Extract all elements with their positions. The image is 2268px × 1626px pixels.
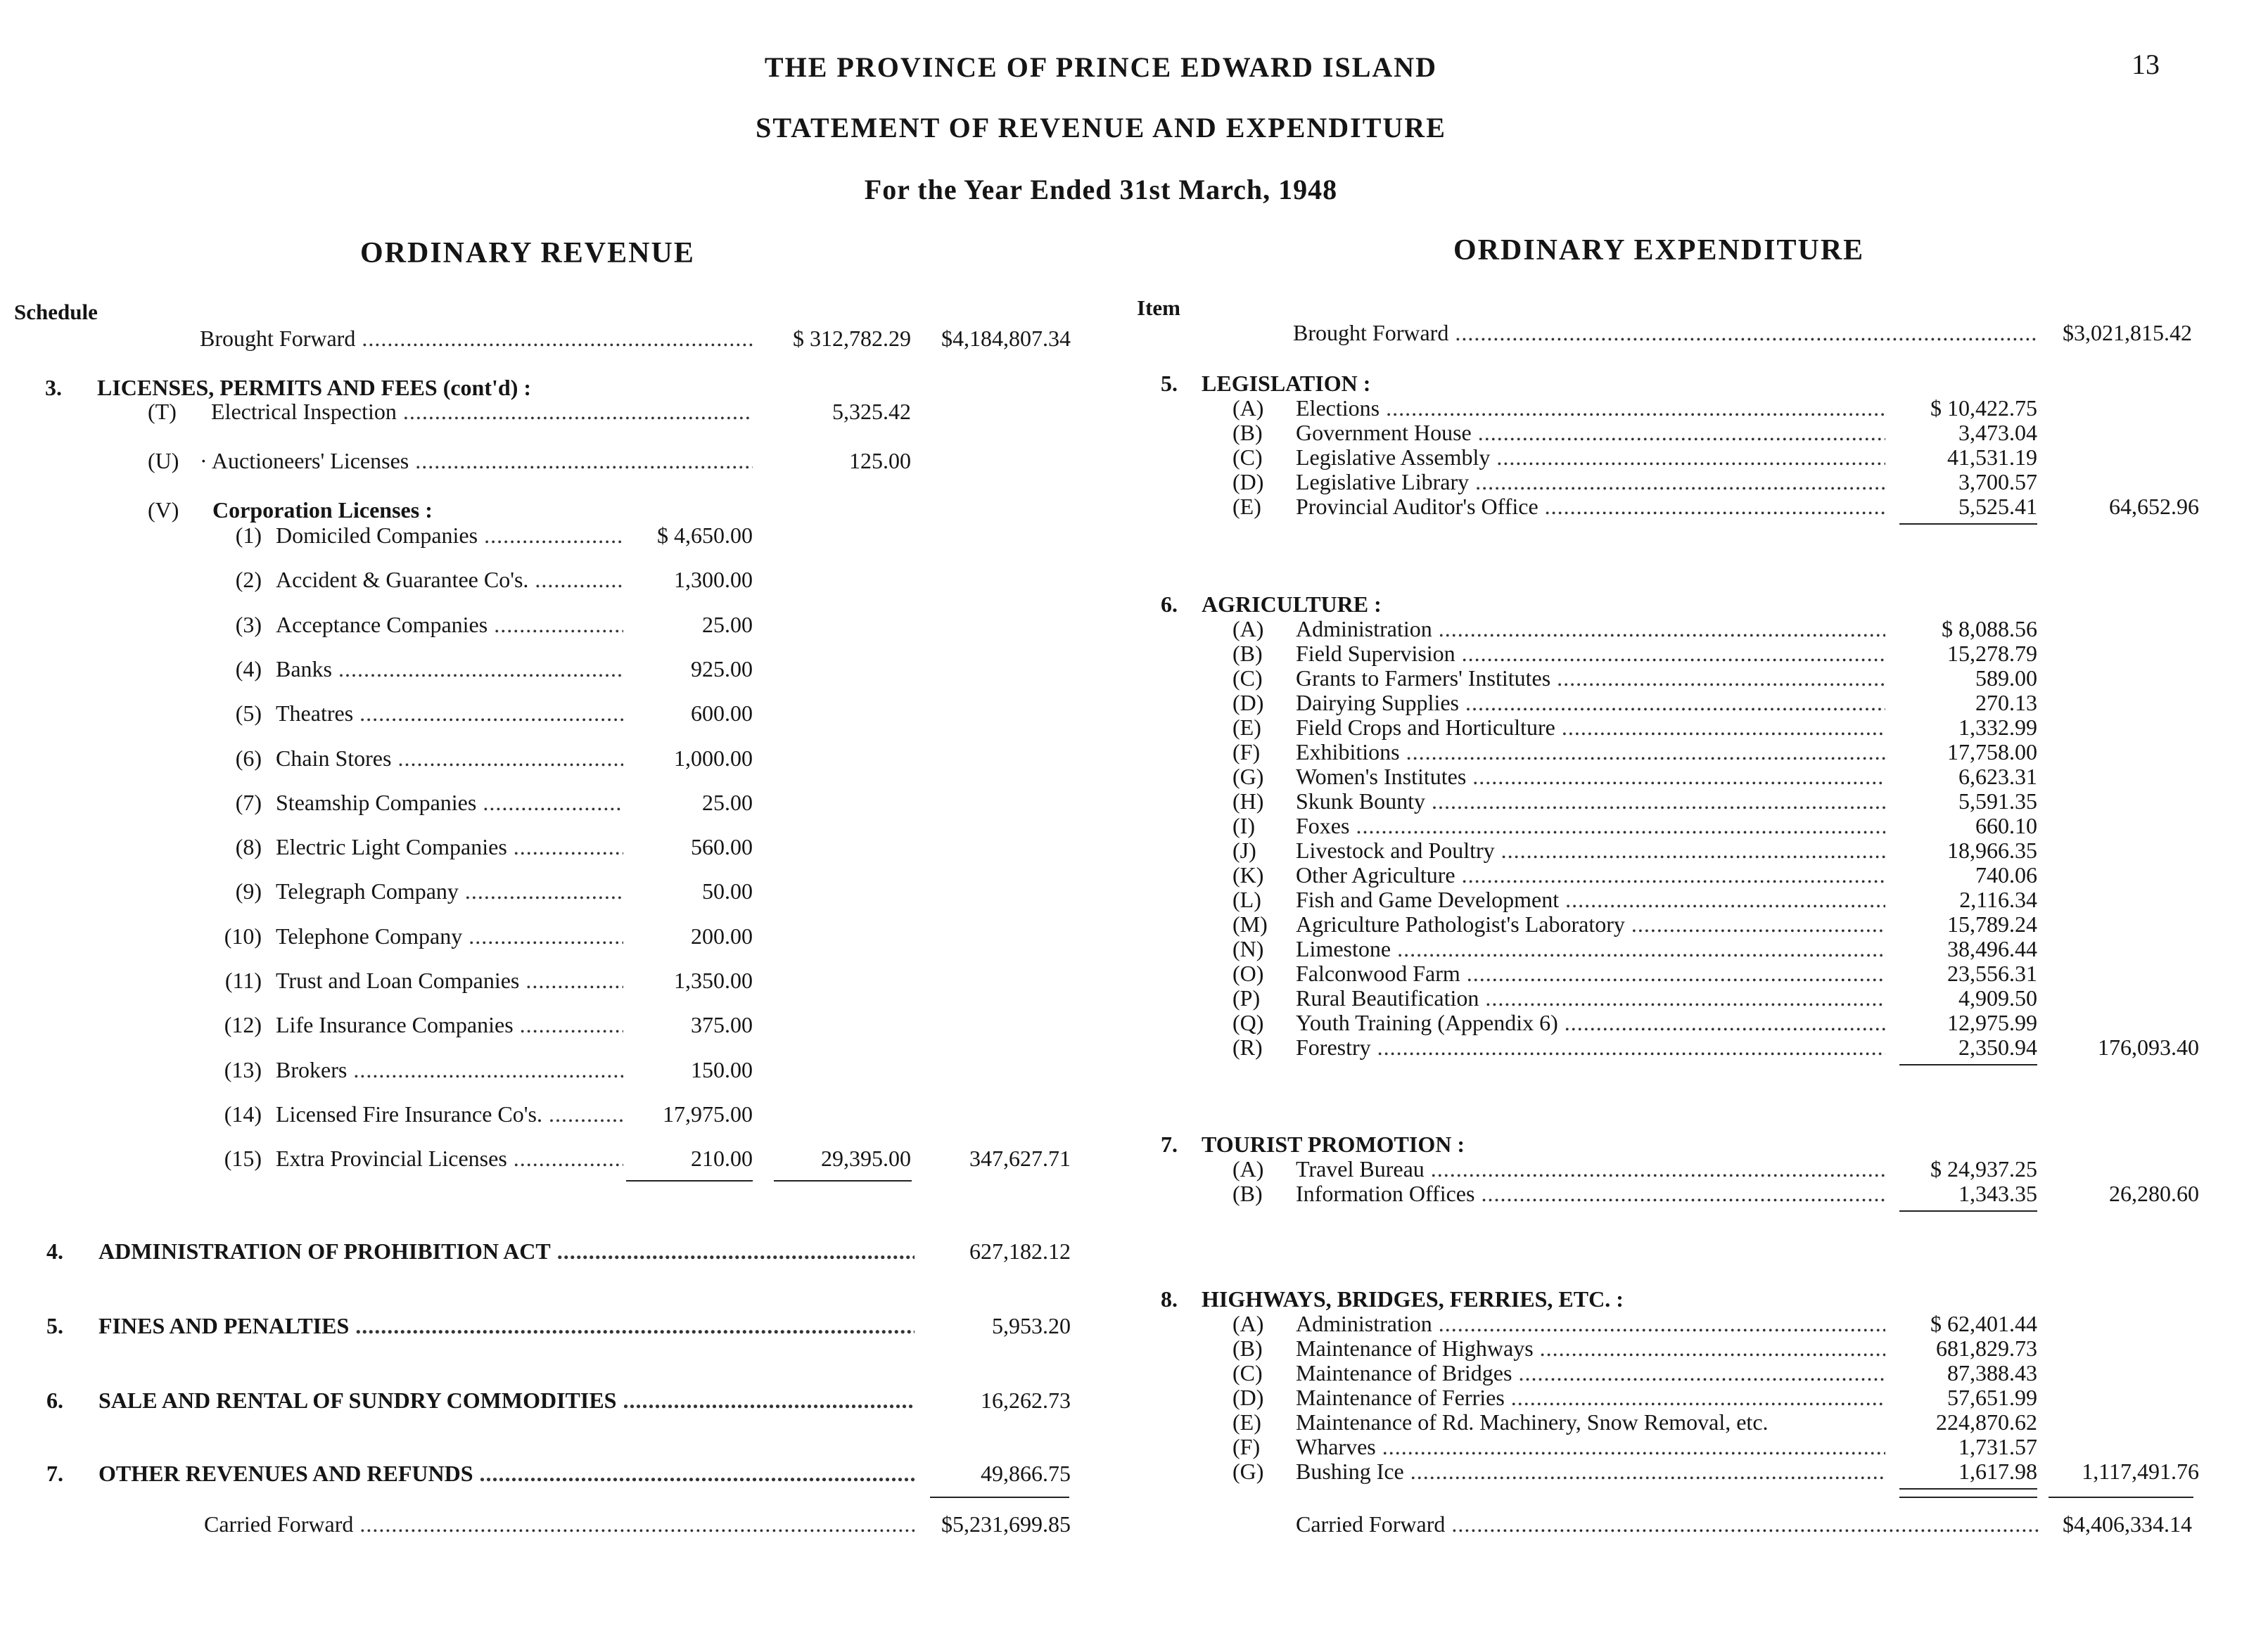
- row-label: Carried Forward .....: [1296, 1511, 2040, 1537]
- item-amount: 87,388.43: [1947, 1360, 2037, 1385]
- item-label: Information Offices .....: [1296, 1180, 1885, 1207]
- item-code: (N): [1232, 936, 1264, 961]
- item-label: Maintenance of Bridges .....: [1296, 1359, 1885, 1386]
- item-amount: 15,278.79: [1947, 641, 2037, 666]
- item-code: (5): [235, 700, 262, 726]
- item-label: Livestock and Poultry .....: [1296, 837, 1885, 864]
- item-code: (7): [235, 789, 262, 815]
- section-total: 1,117,491.76: [2082, 1459, 2199, 1484]
- item-amount: 50.00: [702, 878, 753, 904]
- item-code: (A): [1232, 395, 1264, 421]
- item-column-label: Item: [1137, 295, 1180, 320]
- item-label: · Auctioneers' Licenses .....: [200, 447, 753, 474]
- item-code: (C): [1232, 665, 1263, 691]
- item-amount: 5,525.41: [1958, 494, 2037, 519]
- item-amount: 1,617.98: [1958, 1459, 2037, 1484]
- item-amount: $ 4,650.00: [657, 523, 753, 548]
- item-amount: 210.00: [691, 1146, 753, 1172]
- item-amount: 17,975.00: [663, 1101, 753, 1127]
- item-code: (F): [1232, 739, 1261, 764]
- item-label: Accident & Guarantee Co's. .....: [276, 566, 623, 593]
- item-label: Falconwood Farm .....: [1296, 960, 1885, 987]
- item-code: (K): [1232, 862, 1264, 888]
- item-amount: 5,325.42: [832, 399, 911, 424]
- item-code: (6): [235, 745, 262, 771]
- item-amount: 375.00: [691, 1012, 753, 1038]
- item-amount: $ 10,422.75: [1930, 395, 2037, 421]
- item-label: Forestry .....: [1296, 1034, 1885, 1061]
- item-code: (G): [1232, 764, 1264, 789]
- item-label: Fish and Game Development .....: [1296, 886, 1885, 913]
- item-code: (E): [1232, 1409, 1261, 1435]
- item-amount: 25.00: [702, 789, 753, 815]
- section-3-total: 347,627.71: [969, 1146, 1071, 1171]
- item-code: (F): [1232, 1434, 1261, 1459]
- subtotal-rule: [1899, 523, 2037, 525]
- item-code: (T): [148, 399, 177, 424]
- item-label: Field Crops and Horticulture .....: [1296, 714, 1885, 741]
- item-code: (4): [235, 655, 262, 681]
- item-amount: $ 24,937.25: [1930, 1156, 2037, 1182]
- item-amount: 2,350.94: [1958, 1035, 2037, 1060]
- item-amount: 681,829.73: [1936, 1336, 2037, 1361]
- item-amount: 600.00: [691, 700, 753, 726]
- item-amount: 6,623.31: [1958, 764, 2037, 789]
- item-label: Trust and Loan Companies .....: [276, 967, 623, 994]
- section-total: 176,093.40: [2098, 1035, 2199, 1060]
- row-label: Brought Forward .....: [1293, 319, 2039, 346]
- item-label: Domiciled Companies .....: [276, 522, 623, 549]
- item-code: (A): [1232, 1156, 1264, 1182]
- section-title: LEGISLATION :: [1202, 371, 1371, 396]
- item-label: Rural Beautification .....: [1296, 985, 1885, 1011]
- item-code: (M): [1232, 911, 1268, 937]
- item-label: Limestone .....: [1296, 935, 1885, 962]
- revenue-heading: ORDINARY REVENUE: [360, 237, 695, 269]
- section-title: HIGHWAYS, BRIDGES, FERRIES, ETC. :: [1202, 1286, 1624, 1312]
- item-amount: 3,700.57: [1958, 469, 2037, 494]
- item-amount: 125.00: [849, 448, 911, 473]
- item-code: (C): [1232, 444, 1263, 470]
- section-label: SALE AND RENTAL OF SUNDRY COMMODITIES .....: [98, 1387, 915, 1414]
- item-label: Travel Bureau .....: [1296, 1156, 1885, 1182]
- section-label: ADMINISTRATION OF PROHIBITION ACT .....: [98, 1238, 915, 1265]
- item-code: (9): [235, 878, 262, 904]
- item-code: (13): [224, 1056, 262, 1082]
- item-label: Life Insurance Companies .....: [276, 1011, 623, 1038]
- item-amount: 3,473.04: [1958, 420, 2037, 445]
- section-number: 7.: [1161, 1132, 1178, 1157]
- section-number: 5.: [1161, 371, 1178, 396]
- item-code: (H): [1232, 788, 1264, 814]
- item-label: Wharves .....: [1296, 1433, 1885, 1460]
- item-amount: 41,531.19: [1947, 444, 2037, 470]
- schedule-column-label: Schedule: [14, 300, 98, 324]
- item-label: Foxes .....: [1296, 812, 1885, 839]
- item-code: (1): [235, 523, 262, 548]
- item-code: (R): [1232, 1035, 1263, 1060]
- item-amount: 1,343.35: [1958, 1181, 2037, 1206]
- item-amount: 5,591.35: [1958, 788, 2037, 814]
- item-code: (D): [1232, 690, 1264, 715]
- item-label: Exhibitions .....: [1296, 738, 1885, 765]
- section-label: OTHER REVENUES AND REFUNDS .....: [98, 1460, 915, 1487]
- item-label: Electric Light Companies .....: [276, 833, 623, 860]
- item-code: (B): [1232, 641, 1263, 666]
- item-label: Grants to Farmers' Institutes .....: [1296, 665, 1885, 691]
- item-label: Administration .....: [1296, 1310, 1885, 1337]
- item-code: (I): [1232, 813, 1255, 838]
- item-amount: 150.00: [691, 1056, 753, 1082]
- total-rule: [2049, 1497, 2193, 1498]
- item-label: Chain Stores .....: [276, 745, 623, 772]
- subtotal-rule: [626, 1180, 753, 1182]
- page-number: 13: [2132, 49, 2160, 80]
- item-amount: 57,651.99: [1947, 1385, 2037, 1410]
- section-amount: 5,953.20: [992, 1313, 1071, 1338]
- item-label: Corporation Licenses :: [212, 497, 433, 523]
- item-amount: 23,556.31: [1947, 961, 2037, 986]
- section-number: 8.: [1161, 1286, 1178, 1312]
- item-code: (E): [1232, 715, 1261, 740]
- subtotal-rule: [1899, 1064, 2037, 1065]
- item-label: Skunk Bounty .....: [1296, 788, 1885, 814]
- item-code: (B): [1232, 1181, 1263, 1206]
- item-code: (P): [1232, 985, 1261, 1011]
- item-code: (11): [224, 968, 262, 993]
- item-amount: 660.10: [1975, 813, 2037, 838]
- item-label: Brokers .....: [276, 1056, 623, 1083]
- subtotal-rule: [1899, 1210, 2037, 1212]
- item-label: Acceptance Companies .....: [276, 611, 623, 638]
- item-label: Electrical Inspection .....: [211, 398, 753, 425]
- item-amount: 1,000.00: [674, 745, 753, 771]
- item-label: Provincial Auditor's Office .....: [1296, 493, 1885, 520]
- item-code: (C): [1232, 1360, 1263, 1385]
- item-label: Maintenance of Ferries .....: [1296, 1384, 1885, 1411]
- item-amount: 740.06: [1975, 862, 2037, 888]
- item-code: (O): [1232, 961, 1264, 986]
- section-number: 7.: [46, 1461, 63, 1486]
- document-period: For the Year Ended 31st March, 1948: [864, 174, 1338, 205]
- section-number: 3.: [45, 375, 62, 400]
- section-title: AGRICULTURE :: [1202, 591, 1382, 617]
- item-amount: 1,350.00: [674, 968, 753, 993]
- section-amount: 16,262.73: [981, 1388, 1071, 1413]
- item-amount: 589.00: [1975, 665, 2037, 691]
- item-code: (J): [1232, 838, 1256, 863]
- item-code: (A): [1232, 1311, 1264, 1336]
- item-amount: 270.13: [1975, 690, 2037, 715]
- row-amount: $5,231,699.85: [941, 1511, 1071, 1537]
- item-amount: 15,789.24: [1947, 911, 2037, 937]
- item-label: Agriculture Pathologist's Laboratory .....: [1296, 911, 1885, 937]
- row-amount: $3,021,815.42: [2063, 320, 2192, 345]
- item-label: Bushing Ice .....: [1296, 1458, 1885, 1485]
- section-label: FINES AND PENALTIES .....: [98, 1312, 915, 1339]
- item-amount: 200.00: [691, 923, 753, 949]
- item-amount: 12,975.99: [1947, 1010, 2037, 1035]
- item-label: Telephone Company .....: [276, 923, 623, 949]
- item-label: Maintenance of Rd. Machinery, Snow Removal, etc.: [1296, 1409, 1769, 1435]
- subtotal-rule: [774, 1180, 912, 1182]
- subtotal-rule: [1899, 1488, 2037, 1490]
- section-title: TOURIST PROMOTION :: [1202, 1132, 1465, 1157]
- item-code: (10): [224, 923, 262, 949]
- item-code: (D): [1232, 469, 1264, 494]
- item-amount: $ 62,401.44: [1930, 1311, 2037, 1336]
- item-label: Women's Institutes .....: [1296, 763, 1885, 790]
- item-amount: 17,758.00: [1947, 739, 2037, 764]
- item-amount: 1,300.00: [674, 567, 753, 593]
- row-amount: $ 312,782.29: [793, 326, 911, 351]
- row-label: Brought Forward .....: [200, 325, 756, 352]
- item-label: Government House .....: [1296, 419, 1885, 446]
- document-subtitle: STATEMENT OF REVENUE AND EXPENDITURE: [756, 112, 1446, 143]
- item-label: Youth Training (Appendix 6) .....: [1296, 1009, 1885, 1036]
- item-code: (3): [235, 611, 262, 637]
- expenditure-heading: ORDINARY EXPENDITURE: [1453, 234, 1865, 267]
- item-code: (A): [1232, 616, 1264, 641]
- item-amount: 1,332.99: [1958, 715, 2037, 740]
- row-amount: $4,406,334.14: [2063, 1511, 2192, 1537]
- item-label: Telegraph Company .....: [276, 878, 623, 904]
- document-title: THE PROVINCE OF PRINCE EDWARD ISLAND: [764, 51, 1438, 83]
- item-code: (E): [1232, 494, 1261, 519]
- item-label: Legislative Assembly .....: [1296, 444, 1885, 470]
- item-label: Licensed Fire Insurance Co's. .....: [276, 1101, 623, 1127]
- section-number: 5.: [46, 1313, 63, 1338]
- item-code: (L): [1232, 887, 1261, 912]
- item-amount: 224,870.62: [1936, 1409, 2037, 1435]
- section-total: 26,280.60: [2109, 1181, 2199, 1206]
- item-amount: 2,116.34: [1959, 887, 2037, 912]
- row-amount: $4,184,807.34: [941, 326, 1071, 351]
- item-code: (D): [1232, 1385, 1264, 1410]
- item-amount: $ 8,088.56: [1942, 616, 2037, 641]
- item-label: Maintenance of Highways .....: [1296, 1335, 1885, 1362]
- section-number: 4.: [46, 1238, 63, 1264]
- item-code: (B): [1232, 420, 1263, 445]
- section-amount: 627,182.12: [969, 1238, 1071, 1264]
- item-code: (G): [1232, 1459, 1264, 1484]
- item-label: Banks .....: [276, 655, 623, 682]
- item-code: (V): [148, 497, 179, 523]
- item-code: (8): [235, 834, 262, 860]
- item-code: (2): [235, 567, 262, 593]
- item-label: Extra Provincial Licenses .....: [276, 1145, 623, 1172]
- item-amount: 560.00: [691, 834, 753, 860]
- item-amount: 4,909.50: [1958, 985, 2037, 1011]
- item-amount: 18,966.35: [1947, 838, 2037, 863]
- item-amount: 25.00: [702, 611, 753, 637]
- item-label: Field Supervision .....: [1296, 640, 1885, 667]
- row-label: Carried Forward .....: [204, 1511, 915, 1537]
- total-rule: [930, 1497, 1069, 1498]
- item-label: Elections .....: [1296, 395, 1885, 421]
- item-code: (B): [1232, 1336, 1263, 1361]
- total-rule: [1899, 1497, 2037, 1498]
- item-label: Administration .....: [1296, 615, 1885, 642]
- item-amount: 925.00: [691, 655, 753, 681]
- section-total: 64,652.96: [2109, 494, 2199, 519]
- item-code: (15): [224, 1146, 262, 1172]
- section-number: 6.: [46, 1388, 63, 1413]
- corporation-licenses-subtotal: 29,395.00: [821, 1146, 911, 1171]
- item-label: Theatres .....: [276, 700, 623, 726]
- item-amount: 38,496.44: [1947, 936, 2037, 961]
- item-label: Dairying Supplies .....: [1296, 689, 1885, 716]
- item-label: Legislative Library .....: [1296, 468, 1885, 495]
- section-number: 6.: [1161, 591, 1178, 617]
- item-amount: 1,731.57: [1958, 1434, 2037, 1459]
- item-code: (14): [224, 1101, 262, 1127]
- item-code: (Q): [1232, 1010, 1264, 1035]
- section-title: LICENSES, PERMITS AND FEES (cont'd) :: [97, 375, 531, 400]
- section-amount: 49,866.75: [981, 1461, 1071, 1486]
- item-label: Steamship Companies .....: [276, 789, 623, 816]
- item-code: (U): [148, 448, 179, 473]
- item-label: Other Agriculture .....: [1296, 862, 1885, 888]
- item-code: (12): [224, 1012, 262, 1038]
